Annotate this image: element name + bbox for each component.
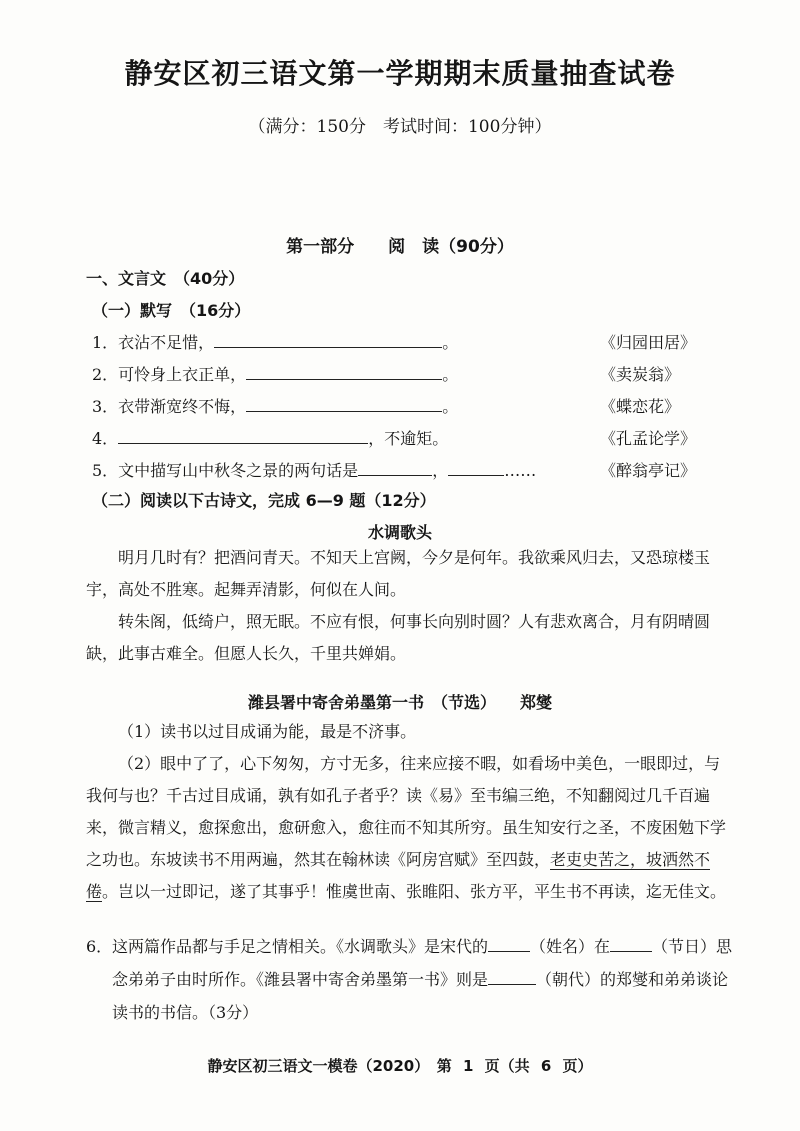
dictation-source: 《醉翁亭记》: [600, 461, 697, 480]
dictation-item: [92, 394, 458, 417]
dictation-punct: 。: [442, 333, 459, 352]
underlined-sentence: 老吏史苦之，坡洒然不倦: [86, 850, 711, 901]
answer-blank[interactable]: [118, 429, 368, 444]
answer-blank[interactable]: [246, 365, 442, 380]
letter-title: 潍县署中寄舍弟墨第一书 （节选） 郑燮: [247, 693, 552, 712]
question-body: [112, 930, 736, 1029]
dictation-source: 《孔孟论学》: [600, 429, 697, 448]
dictation-item: [92, 330, 458, 353]
exam-title: 静安区初三语文第一学期期末质量抽查试卷: [124, 57, 676, 90]
answer-blank[interactable]: [488, 937, 530, 952]
letter-text-segment: 。岂以一过即记，遂了其事乎！惟虞世南、张睢阳、张方平，平生书不再读，迄无佳文。: [102, 882, 727, 901]
question-text: （姓名）在: [530, 937, 611, 956]
dictation-item: [92, 362, 458, 385]
question-text: 这两篇作品都与手足之情相关。《水调歌头》是宋代的: [112, 937, 489, 956]
dictation-item: [92, 426, 448, 449]
dictation-prompt: 5．文中描写山中秋冬之景的两句话是: [92, 461, 359, 480]
answer-blank[interactable]: [358, 461, 432, 476]
question-text: （节日）思念弟弟子由时所作。《潍县署中寄舍弟墨第一书》则是: [112, 937, 733, 989]
dictation-prompt: 2．可怜身上衣正单，: [92, 365, 247, 384]
dictation-punct: 。: [442, 365, 459, 384]
poem-paragraph: 转朱阁，低绮户，照无眠。不应有恨，何事长向别时圆？人有悲欢离合，月有阴晴圆缺，此事古难全。但愿人长久，千里共婵娟。: [86, 612, 711, 663]
letter-paragraph: （1）读书以过目成诵为能，最是不济事。: [118, 722, 417, 741]
dictation-punct: ，: [432, 461, 449, 480]
dictation-source: 《归园田居》: [600, 333, 697, 352]
question-6: [86, 930, 736, 1029]
answer-blank[interactable]: [448, 461, 504, 476]
letter-paragraph: [86, 748, 734, 908]
subsection-heading: （一）默写 （16分）: [92, 301, 251, 320]
letter-text-segment: （2）眼中了了，心下匆匆，方寸无多，往来应接不暇，如看场中美色，一眼即过，与我何与也？千古过目成诵，孰有如孔子者乎？读《易》至韦编三绝，不知翻阅过几千百遍来，微言精义，愈探愈出，愈研愈入，愈往而不知其所穷。虽生知安行之圣，不废困勉下学之功也。东坡读书不用两遍，然其在翰林读《阿房宫赋》至四鼓，: [86, 754, 727, 869]
part-one-title: 第一部分 阅 读（90分）: [286, 237, 514, 257]
poem-title: 水调歌头: [367, 523, 432, 542]
poem-paragraph: 明月几时有？把酒问青天。不知天上宫阙，今夕是何年。我欲乘风归去，又恐琼楼玉宇，高处不胜寒。起舞弄清影，何似在人间。: [86, 548, 711, 599]
dictation-prompt: 1．衣沾不足惜，: [92, 333, 215, 352]
letter-text: [86, 716, 734, 908]
section-heading: 一、文言文 （40分）: [86, 269, 245, 288]
dictation-prompt: 3．衣带渐宽终不悔，: [92, 397, 247, 416]
question-number: 6．: [86, 937, 113, 956]
question-text: （朝代）的郑燮和弟弟谈论读书的书信。（3分）: [112, 970, 729, 1022]
exam-subtitle: （满分：150分 考试时间：100分钟）: [248, 117, 552, 137]
subsection-heading: （二）阅读以下古诗文，完成 6—9 题（12分）: [92, 491, 436, 510]
answer-blank[interactable]: [214, 333, 442, 348]
answer-blank[interactable]: [488, 970, 536, 985]
dictation-punct: 。: [442, 397, 459, 416]
answer-blank[interactable]: [246, 397, 442, 412]
dictation-item: [92, 458, 536, 481]
dictation-source: 《蝶恋花》: [600, 397, 681, 416]
poem-text: [86, 542, 734, 670]
page-footer: 静安区初三语文一模卷（2020） 第 1 页（共 6 页）: [207, 1057, 593, 1075]
dictation-prompt: 4．: [92, 429, 119, 448]
answer-blank[interactable]: [610, 937, 652, 952]
dictation-punct: ，不逾矩。: [368, 429, 449, 448]
dictation-source: 《卖炭翁》: [600, 365, 681, 384]
dictation-punct: ……: [504, 461, 537, 480]
